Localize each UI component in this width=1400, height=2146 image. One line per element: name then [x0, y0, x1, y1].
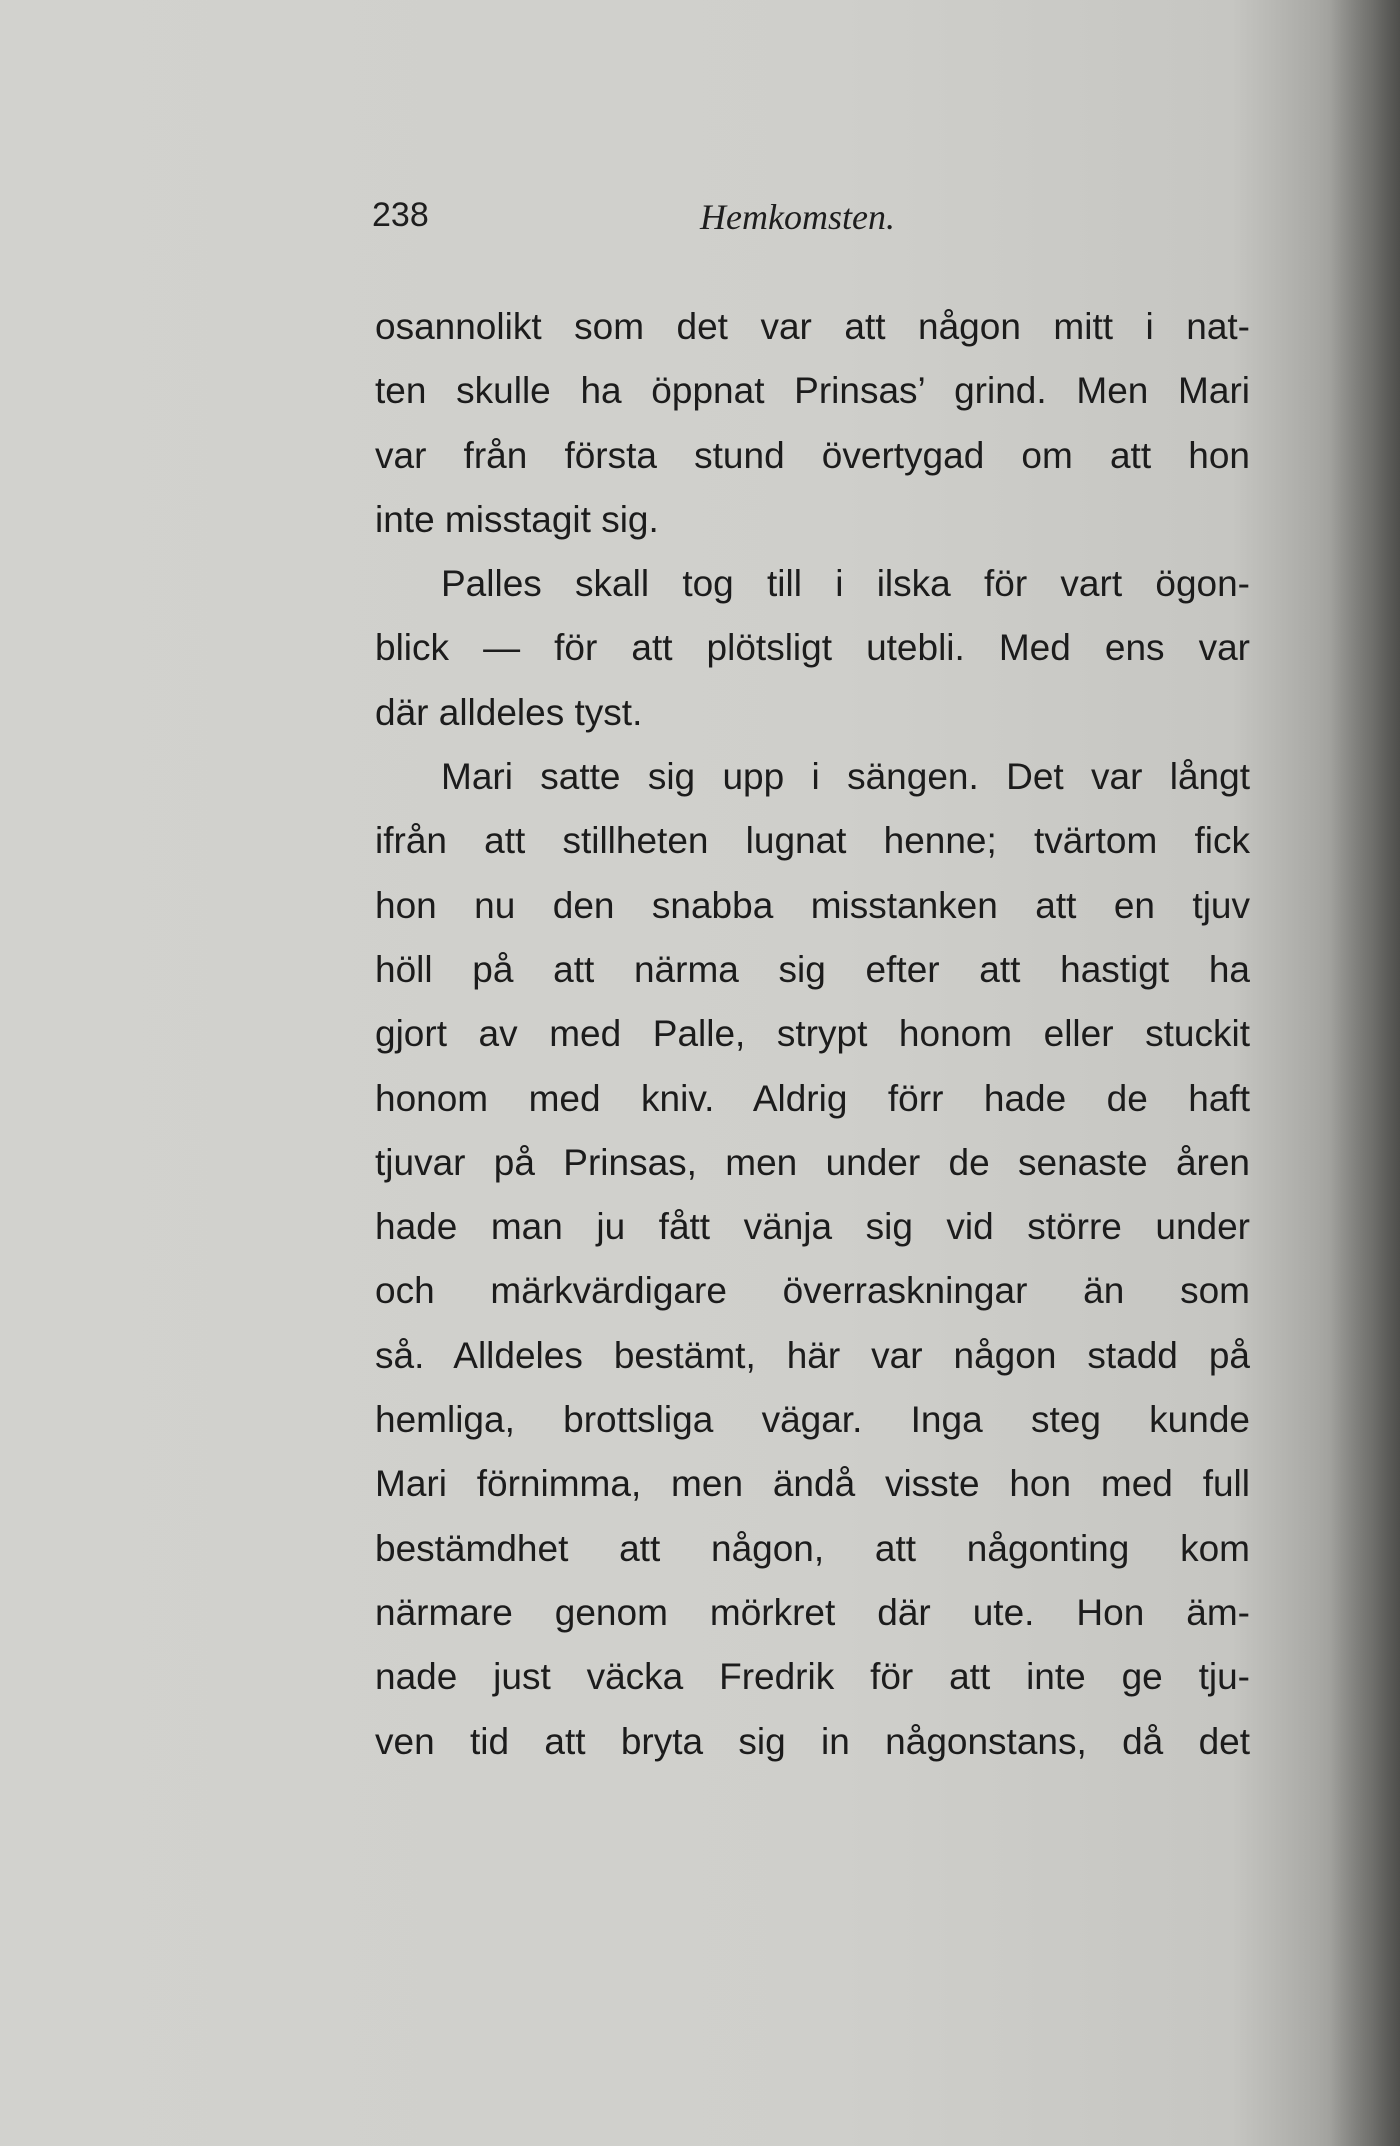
text-line: nade just väcka Fredrik för att inte ge tju- — [375, 1656, 1250, 1698]
text-line: bestämdhet att någon, att någonting kom — [375, 1527, 1250, 1569]
body-text — [375, 295, 1250, 1774]
text-line: gjort av med Palle, strypt honom eller stuckit — [375, 1013, 1250, 1055]
text-line: hon nu den snabba misstanken att en tjuv — [375, 884, 1250, 926]
text-line: och märkvärdigare överraskningar än som — [375, 1270, 1250, 1312]
text-line: tjuvar på Prinsas, men under de senaste åren — [375, 1141, 1250, 1183]
text-line: osannolikt som det var att någon mitt i nat- — [375, 306, 1250, 347]
text-line: hade man ju fått vänja sig vid större under — [375, 1206, 1250, 1248]
text-line: höll på att närma sig efter att hastigt ha — [375, 948, 1250, 990]
text-line: där alldeles tyst. — [375, 691, 643, 733]
text-line: inte misstagit sig. — [375, 498, 659, 540]
text-line: närmare genom mörkret där ute. Hon äm- — [375, 1591, 1250, 1633]
text-line: ven tid att bryta sig in någonstans, då det — [375, 1720, 1250, 1762]
page-header — [372, 196, 1252, 246]
text-line: honom med kniv. Aldrig förr hade de haft — [375, 1077, 1250, 1119]
text-line: var från första stund övertygad om att hon — [375, 434, 1250, 476]
text-line: blick — för att plötsligt utebli. Med ens var — [375, 627, 1250, 669]
text-line: ten skulle ha öppnat Prinsas’ grind. Men Mari — [375, 370, 1250, 412]
text-line: hemliga, brottsliga vägar. Inga steg kunde — [375, 1399, 1250, 1441]
text-line: Mari satte sig upp i sängen. Det var långt — [441, 756, 1250, 798]
text-line: så. Alldeles bestämt, här var någon stadd på — [375, 1334, 1250, 1376]
text-line: Mari förnimma, men ändå visste hon med full — [375, 1463, 1250, 1505]
text-line: ifrån att stillheten lugnat henne; tvärtom fick — [375, 820, 1250, 862]
page-number: 238 — [372, 196, 429, 234]
running-title: Hemkomsten. — [700, 197, 895, 237]
page-edge-shadow — [1330, 0, 1400, 2146]
text-line: Palles skall tog till i ilska för vart ögon- — [441, 563, 1250, 605]
